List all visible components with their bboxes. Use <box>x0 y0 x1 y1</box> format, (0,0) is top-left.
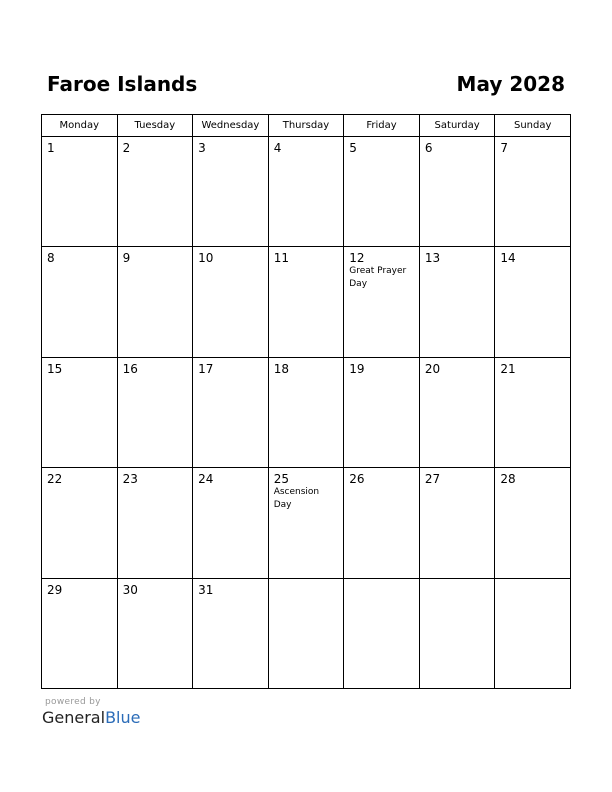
day-cell <box>117 137 193 247</box>
holiday-label: Ascension Day <box>273 487 320 511</box>
day-number: 21 <box>500 361 516 376</box>
day-cell <box>42 578 118 688</box>
weekday-header: Tuesday <box>117 115 193 137</box>
day-number: 13 <box>424 251 441 266</box>
calendar-body <box>42 137 571 689</box>
day-cell <box>495 578 571 688</box>
weekday-header: Saturday <box>419 115 495 137</box>
day-cell <box>419 357 495 467</box>
weekday-header: Sunday <box>495 115 571 137</box>
calendar-grid <box>41 114 571 689</box>
day-number: 30 <box>122 582 138 597</box>
day-cell <box>117 357 193 467</box>
powered-by-text: powered by <box>45 697 101 707</box>
day-number <box>495 579 570 583</box>
day-number: 27 <box>424 472 441 487</box>
day-number: 2 <box>122 141 131 155</box>
week-row <box>42 468 571 578</box>
day-number: 20 <box>424 361 441 376</box>
day-number: 12 <box>349 251 365 266</box>
day-cell <box>419 578 495 688</box>
day-cell <box>42 468 118 578</box>
day-cell <box>268 357 344 467</box>
day-cell <box>42 357 118 467</box>
day-number: 7 <box>500 141 509 155</box>
day-number: 16 <box>122 361 138 376</box>
day-cell <box>42 137 118 247</box>
day-cell <box>419 468 495 578</box>
weekday-header: Thursday <box>268 115 344 137</box>
weekday-header-row <box>42 115 571 137</box>
day-number: 31 <box>198 582 214 597</box>
brand-logo <box>42 708 140 728</box>
week-row <box>42 137 571 247</box>
weekday-header: Monday <box>42 115 118 137</box>
day-number: 18 <box>273 361 289 376</box>
day-cell <box>344 357 420 467</box>
day-cell <box>419 247 495 357</box>
country-title: Faroe Islands <box>47 72 198 96</box>
day-number: 1 <box>47 141 55 155</box>
day-number: 11 <box>273 251 289 266</box>
day-number: 3 <box>198 141 206 155</box>
day-cell <box>117 468 193 578</box>
week-row <box>42 357 571 467</box>
day-cell <box>268 137 344 247</box>
day-cell <box>268 578 344 688</box>
day-number: 14 <box>500 251 516 266</box>
day-number: 5 <box>349 141 357 155</box>
holiday-label: Great Prayer Day <box>349 266 407 290</box>
day-cell <box>495 468 571 578</box>
day-cell <box>193 357 269 467</box>
day-number: 4 <box>273 141 282 155</box>
day-number: 15 <box>47 361 63 376</box>
day-cell <box>193 247 269 357</box>
day-number: 22 <box>47 472 63 487</box>
day-cell <box>344 247 420 357</box>
day-number: 8 <box>47 251 55 266</box>
month-year-title: May 2028 <box>456 72 565 96</box>
weekday-header: Wednesday <box>193 115 269 137</box>
day-cell <box>268 247 344 357</box>
weekday-header: Friday <box>344 115 420 137</box>
day-cell <box>193 578 269 688</box>
day-number: 17 <box>198 361 214 376</box>
day-number <box>269 579 344 583</box>
day-cell <box>419 137 495 247</box>
week-row <box>42 578 571 688</box>
day-number <box>420 579 495 583</box>
day-number: 28 <box>500 472 516 487</box>
day-cell <box>344 578 420 688</box>
day-cell <box>268 468 344 578</box>
day-number: 10 <box>198 251 214 266</box>
brand-blue-text: Blue <box>105 708 141 727</box>
day-number: 6 <box>424 141 433 155</box>
day-cell <box>117 247 193 357</box>
brand-general-text: General <box>42 708 106 727</box>
day-number: 19 <box>349 361 365 376</box>
day-number: 25 <box>273 472 289 487</box>
day-number <box>344 579 419 583</box>
week-row <box>42 247 571 357</box>
day-number: 24 <box>198 472 214 487</box>
day-number: 9 <box>122 251 131 266</box>
day-number: 23 <box>122 472 138 487</box>
day-cell <box>193 137 269 247</box>
day-cell <box>495 357 571 467</box>
day-number: 29 <box>47 582 63 597</box>
day-number: 26 <box>349 472 365 487</box>
day-cell <box>495 137 571 247</box>
footer-branding <box>42 697 140 728</box>
day-cell <box>344 137 420 247</box>
day-cell <box>344 468 420 578</box>
day-cell <box>42 247 118 357</box>
day-cell <box>117 578 193 688</box>
day-cell <box>495 247 571 357</box>
day-cell <box>193 468 269 578</box>
